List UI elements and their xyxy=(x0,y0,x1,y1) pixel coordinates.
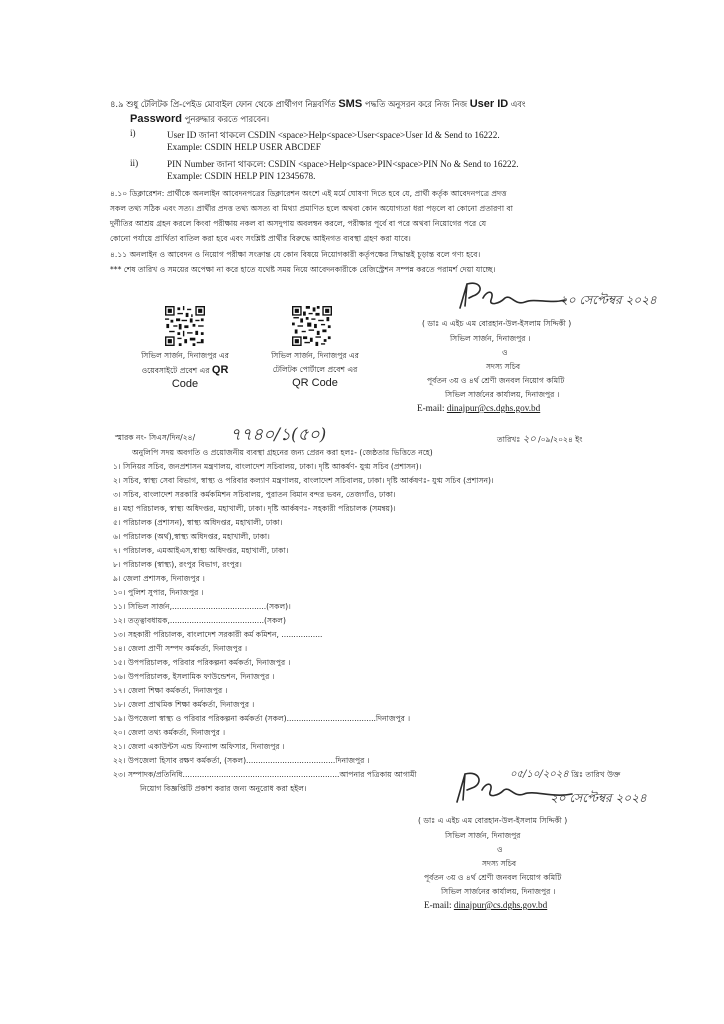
list-item: ১৮। জেলা প্রাথমিক শিক্ষা কর্মকর্তা, দিনাজপুর । xyxy=(113,700,255,709)
item-ii-text: PIN Number জানা থাকলে: CSDIN <space>Help<space>PIN<space>PIN No & Send to 16222. xyxy=(167,159,519,169)
sig1-title2: সদস্য সচিব xyxy=(486,362,521,371)
sig2-email: E-mail: dinajpur@cs.dghs.gov.bd xyxy=(424,900,548,910)
list-item: ৫। পরিচালক (প্রশাসন), স্বাস্থ্য অধিদপ্তর, মহাখালী, ঢাকা। xyxy=(113,518,283,527)
qr2-line2: টেলিটক পোর্টালে প্রবেশ এর xyxy=(272,365,358,374)
publish-date: ০৫/১০/২০২৪ খ্রিঃ তারিখ উক্ত xyxy=(510,769,621,780)
sig2-and: ও xyxy=(497,845,503,854)
qr1-line2: ওয়েবসাইটে প্রবেশ এর QR xyxy=(141,364,229,376)
sig1-title4: সিভিল সার্জনের কার্যালয়, দিনাজপুর । xyxy=(445,390,560,399)
list-item: ১২। তত্ত্বাবধায়ক,.......................................(সকল) xyxy=(113,616,286,625)
section-4-10-line2: সকল তথ্য সঠিক এবং সত্য। প্রার্থীর প্রদত্ত তথ্য অসত্য বা মিথ্যা প্রমাণিত হলে অথবা কোন অযোগ্যতা ধরা পড়লে বা কোনো প্রতারণা বা xyxy=(110,204,513,213)
list-item: ১। সিনিয়র সচিব, জনপ্রশাসন মন্ত্রণালয়, বাংলাদেশ সচিবালয়, ঢাকা। দৃষ্টি আকর্ষণ- যুগ্ম সচিব (প্রশাসন)। xyxy=(113,462,422,471)
list-item: ১১। সিভিল সার্জন,.......................................(সকল)। xyxy=(113,602,291,611)
qr-code-teletalk-icon[interactable] xyxy=(290,306,334,346)
sig1-email-link[interactable]: dinajpur@cs.dghs.gov.bd xyxy=(446,403,541,413)
signature-2-date: ২০ সেপ্টেম্বর ২০২৪ xyxy=(550,791,647,805)
section-4-10-line3: দুর্নীতির আশ্রয় গ্রহন করলে কিংবা পরীক্ষায় নকল বা অসদুপায় অবলম্বন করলে, পরীক্ষার পূর্বে বা পরে অথবা নিয়োগের পরে যে xyxy=(110,219,487,228)
item-i-text: User ID জানা থাকলে CSDIN <space>Help<space>User<space>User Id & Send to 16222. xyxy=(167,130,500,140)
memo-prefix: স্মারক নং- সিএস/দিন/২৪/ xyxy=(115,433,196,442)
qr2-line3: QR Code xyxy=(292,377,338,389)
list-item: ২৩। সম্পাদক/প্রতিনিধি.................................................................আপনার পত্রিকায় আগামী xyxy=(113,770,417,779)
sig2-title2: সদস্য সচিব xyxy=(482,859,517,868)
sig2-name: ( ডাঃ এ এইচ এম বোরহান-উল-ইসলাম সিদ্দিকী ) xyxy=(418,816,568,825)
sig2-title4: সিভিল সার্জনের কার্যালয়, দিনাজপুর । xyxy=(441,887,556,896)
list-item: ১০। পুলিশ সুপার, দিনাজপুর । xyxy=(113,588,204,597)
list-item: ১৪। জেলা প্রাণী সম্পদ কর্মকর্তা, দিনাজপুর । xyxy=(113,644,248,653)
list-item: ৬। পরিচালক (অর্থ),স্বাস্থ্য অধিদপ্তর, মহাখালী, ঢাকা। xyxy=(113,532,270,541)
sig1-email: E-mail: dinajpur@cs.dghs.gov.bd xyxy=(417,403,541,413)
list-item: ৮। পরিচালক (স্বাস্থ্য), রংপুর বিভাগ, রংপুর। xyxy=(113,560,242,569)
list-item: ১৬। উপপরিচালক, ইসলামিক ফাউন্ডেশন, দিনাজপুর । xyxy=(113,672,275,681)
copy-intro: অনুলিপি সদয় অবগতি ও প্রয়োজনীয় ব্যবস্থা গ্রহনের জন্য প্রেরন করা হলঃ- (জেষ্ঠতার ভিত্তিতে নহে) xyxy=(132,448,433,457)
list-item: ২১। জেলা একাউন্টস এন্ড ফিন্যান্স অফিসার, দিনাজপুর । xyxy=(113,742,285,751)
signature-1-icon xyxy=(455,276,575,316)
registration-note: *** শেষ তারিখ ও সময়ের অপেক্ষা না করে হাতে যথেষ্ট সময় নিয়ে আবেদনকারীকে রেজিস্ট্রেশন সম্পন্ন করতে পরামর্শ দেয়া যাচ্ছে। xyxy=(110,265,496,274)
signature-1-date: ২০ সেপ্টেম্বর ২০২৪ xyxy=(560,293,657,307)
section-4-10-line4: কোনো পর্যায়ে প্রার্থিতা বাতিল করা হবে এবং সংশ্লিষ্ট প্রার্থীর বিরুদ্ধে আইনগত ব্যবস্থা গ্রহণ করা যাবে। xyxy=(110,234,411,243)
publish-request: নিয়োগ বিজ্ঞপ্তিটি প্রকাশ করার জন্য অনুরোধ করা হইল। xyxy=(140,784,307,793)
item-ii-label: ii) xyxy=(130,158,139,168)
list-item: ২। সচিব, স্বাস্থ্য সেবা বিভাগ, স্বাস্থ্য ও পরিবার কল্যাণ মন্ত্রণালয়, বাংলাদেশ সচিবালয়, ঢাকা। দৃষ্টি আর্কষণঃ- যুগ্ম সচিব (প্রশাসন)। xyxy=(113,476,494,485)
item-ii-example: Example: CSDIN HELP PIN 12345678. xyxy=(167,171,316,181)
qr2-line1: সিভিল সার্জন, দিনাজপুর এর xyxy=(271,351,359,360)
sig2-title1: সিভিল সার্জন, দিনাজপুর xyxy=(445,831,521,840)
qr1-line1: সিভিল সার্জন, দিনাজপুর এর xyxy=(141,351,229,360)
section-4-11: ৪.১১ অনলাইন ও আবেদন ও নিয়োগ পরীক্ষা সংক্রান্ত যে কোন বিষয়ে নিয়োগকারী কর্তৃপক্ষের সিদ্ধান্তই চূড়ান্ত বলে গণ্য হবে। xyxy=(110,250,481,259)
section-4-9-line1: ৪.৯ শুধু টেলিটক প্রি-পেইড মোবাইল ফোন থেকে প্রার্থীগণ নিম্নবর্ণিত SMS পদ্ধতি অনুসরন করে নিজ নিজ User ID এবং xyxy=(110,98,526,110)
sig1-and: ও xyxy=(502,348,508,357)
sig2-email-link[interactable]: dinajpur@cs.dghs.gov.bd xyxy=(453,900,548,910)
sig1-name: ( ডাঃ এ এইচ এম বোরহান-উল-ইসলাম সিদ্দিকী ) xyxy=(422,319,572,328)
list-item: ৪। মহা পরিচালক, স্বাস্থ্য অধিদপ্তর, মহাখালী, ঢাকা। দৃষ্টি আর্কষণঃ- সহকারী পরিচালক (সমন্বয়)। xyxy=(113,504,396,513)
list-item: ৩। সচিব, বাংলাদেশ সরকারি কর্মকমিশন সচিবালয়, পুরাতন বিমান বন্দর ভবন, তেজগাঁও, ঢাকা। xyxy=(113,490,396,499)
item-i-label: i) xyxy=(130,128,136,138)
list-item: ১৭। জেলা শিক্ষা কর্মকর্তা, দিনাজপুর । xyxy=(113,686,228,695)
list-item: ৯। জেলা প্রশাসক, দিনাজপুর । xyxy=(113,574,205,583)
section-4-9-line2: Password পুনরুদ্ধার করতে পারবেন। xyxy=(130,113,270,125)
section-4-10-line1: ৪.১০ ডিক্লারেশন: প্রার্থীকে অনলাইন আবেদনপত্রের ডিক্লারেশন অংশে এই মর্মে ঘোষণা দিতে হবে যে, প্রার্থী কর্তৃক আবেদনপত্রে প্রদত্ত xyxy=(110,189,507,198)
qr1-line3: Code xyxy=(171,378,199,390)
list-item: ১৯। উপজেলা স্বাস্থ্য ও পরিবার পরিকল্পনা কর্মকর্তা (সকল).....................................দিনাজপুর । xyxy=(113,714,411,723)
list-item: ২২। উপজেলা হিসাব রক্ষণ কর্মকর্তা, (সকল).....................................দিনাজপুর । xyxy=(113,756,370,765)
list-item: ১৫। উপপরিচালক, পরিবার পরিকল্পনা কর্মকর্তা, দিনাজপুর । xyxy=(113,658,291,667)
list-item: ৭। পরিচালক, এমআইএস,স্বাস্থ্য অধিদপ্তর, মহাখালী, ঢাকা। xyxy=(113,546,289,555)
memo-date: তারিখঃ ২০ /০৯/২০২৪ ইং xyxy=(497,434,583,445)
sig1-title1: সিভিল সার্জন, দিনাজপুর । xyxy=(450,334,531,343)
sig1-title3: পূর্বতন ৩য় ও ৪র্থ শ্রেণী জনবল নিয়োগ কমিটি xyxy=(427,376,565,385)
list-item: ২০। জেলা তথ্য কর্মকর্তা, দিনাজপুর । xyxy=(113,728,226,737)
list-item: ১৩। সহকারী পরিচালক, বাংলাদেশ সরকারী কর্ম কমিশন, ................. xyxy=(113,630,323,639)
sig2-title3: পূর্বতন ৩য় ও ৪র্থ শ্রেণী জনবল নিয়োগ কমিটি xyxy=(424,873,562,882)
memo-hand-number: ৭৭৪০/১(৫০) xyxy=(230,425,327,445)
qr-code-website-icon[interactable] xyxy=(163,306,207,346)
item-i-example: Example: CSDIN HELP USER ABCDEF xyxy=(167,142,321,152)
